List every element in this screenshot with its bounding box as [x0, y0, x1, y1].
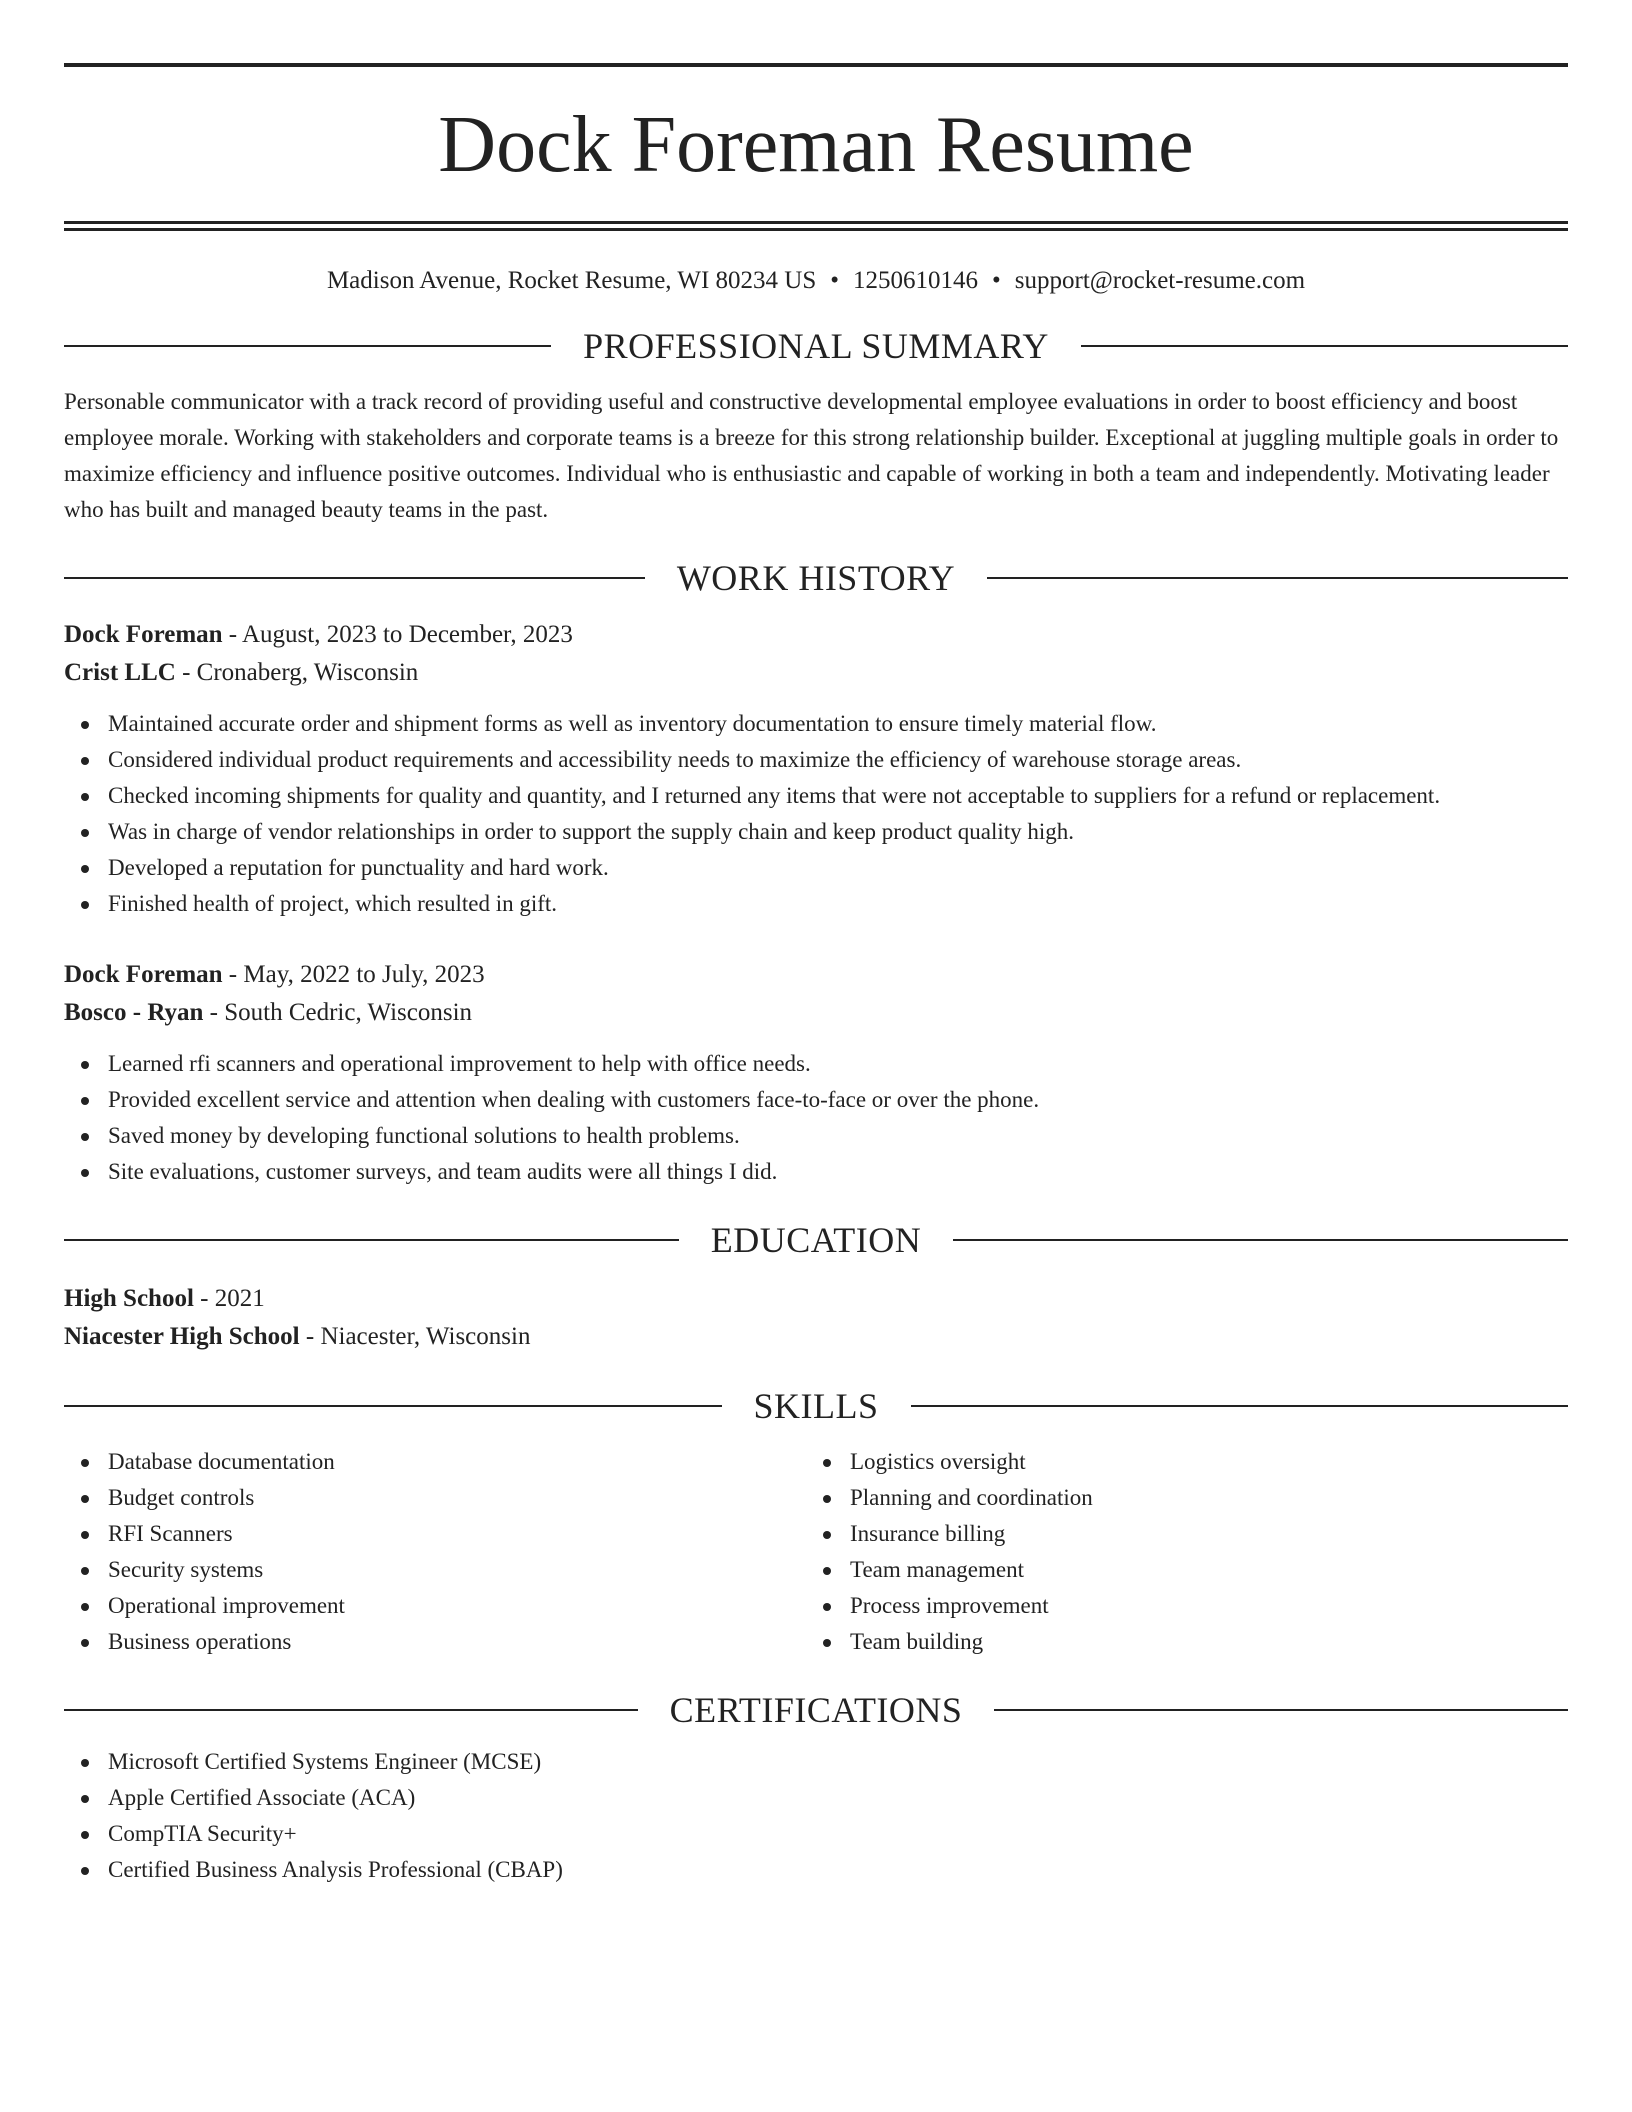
section-rule [987, 577, 1568, 579]
list-item: Developed a reputation for punctuality and hard work. [64, 850, 1568, 886]
list-item: Security systems [64, 1552, 806, 1588]
education-location: - Niacester, Wisconsin [299, 1323, 531, 1350]
section-title-work-history: WORK HISTORY [676, 558, 956, 598]
skills-list-right [806, 1444, 1548, 1660]
job-location: - Cronaberg, Wisconsin [175, 659, 419, 686]
section-header-summary [64, 326, 1568, 366]
section-rule [64, 1405, 722, 1407]
section-title-skills: SKILLS [753, 1386, 879, 1426]
contact-separator: • [830, 267, 839, 294]
list-item: Business operations [64, 1624, 806, 1660]
education-school: Niacester High School [64, 1323, 300, 1350]
contact-phone: 1250610146 [853, 267, 978, 294]
section-rule [953, 1239, 1568, 1241]
contact-address: Madison Avenue, Rocket Resume, WI 80234 US [326, 267, 817, 294]
list-item: Saved money by developing functional solutions to health problems. [64, 1118, 1568, 1154]
summary-text: Personable communicator with a track record of providing useful and constructive developmental employee evaluations in order to boost efficiency and boost employee morale. Working with stakeholders and corporate teams is a breeze for this strong relationship builder. Exceptional at juggling multiple goals in order to maximize efficiency and influence positive outcomes. Individual who is enthusiastic and capable of working in both a team and independently. Motivating leader who has built and managed beauty teams in the past. [64, 389, 1559, 522]
job-location: - South Cedric, Wisconsin [203, 999, 473, 1026]
list-item: Team building [806, 1624, 1548, 1660]
section-header-work-history [64, 558, 1568, 598]
job-title-line [64, 616, 1568, 654]
list-item: Finished health of project, which resulted in gift. [64, 886, 1568, 922]
list-item: Site evaluations, customer surveys, and team audits were all things I did. [64, 1154, 1568, 1190]
job-title: Dock Foreman [64, 961, 223, 988]
list-item: Database documentation [64, 1444, 806, 1480]
education-degree-line [64, 1280, 1568, 1318]
education-year: - 2021 [193, 1285, 265, 1312]
section-rule [64, 577, 645, 579]
list-item: Certified Business Analysis Professional (CBAP) [64, 1852, 1568, 1888]
education-school-line [64, 1318, 1568, 1356]
list-item: Apple Certified Associate (ACA) [64, 1780, 1568, 1816]
section-header-certifications [64, 1690, 1568, 1730]
list-item: Microsoft Certified Systems Engineer (MCSE) [64, 1744, 1568, 1780]
list-item: Process improvement [806, 1588, 1548, 1624]
list-item: Learned rfi scanners and operational improvement to help with office needs. [64, 1046, 1568, 1082]
section-title-education: EDUCATION [710, 1220, 922, 1260]
job-company-line [64, 994, 1568, 1032]
job-dates: - May, 2022 to July, 2023 [222, 961, 485, 988]
job-bullets [64, 1046, 1568, 1190]
list-item: Logistics oversight [806, 1444, 1548, 1480]
job-entry-1 [64, 616, 1568, 922]
contact-separator: • [992, 267, 1001, 294]
section-header-skills [64, 1386, 1568, 1426]
job-dates: - August, 2023 to December, 2023 [222, 621, 573, 648]
list-item: Team management [806, 1552, 1548, 1588]
education-entry [64, 1280, 1568, 1356]
section-rule [64, 1239, 679, 1241]
section-title-certifications: CERTIFICATIONS [669, 1690, 963, 1730]
list-item: Checked incoming shipments for quality and quantity, and I returned any items that were not acceptable to suppliers for a refund or replacement. [64, 778, 1568, 814]
page-title: Dock Foreman Resume [438, 101, 1194, 189]
section-title-summary: PROFESSIONAL SUMMARY [583, 326, 1049, 366]
job-entry-2 [64, 956, 1568, 1190]
section-rule [1081, 345, 1568, 347]
job-bullets [64, 706, 1568, 922]
skills-grid [64, 1444, 1568, 1660]
job-title-line [64, 956, 1568, 994]
list-item: Considered individual product requirements and accessibility needs to maximize the efficiency of warehouse storage areas. [64, 742, 1568, 778]
list-item: Provided excellent service and attention when dealing with customers face-to-face or over the phone. [64, 1082, 1568, 1118]
section-header-education [64, 1220, 1568, 1260]
list-item: RFI Scanners [64, 1516, 806, 1552]
contact-line [64, 266, 1568, 296]
section-rule [911, 1405, 1569, 1407]
section-rule [994, 1709, 1568, 1711]
title-double-rule [64, 221, 1568, 231]
job-company: Crist LLC [64, 659, 176, 686]
certifications-list [64, 1744, 1568, 1888]
list-item: Maintained accurate order and shipment forms as well as inventory documentation to ensure timely material flow. [64, 706, 1568, 742]
list-item: Budget controls [64, 1480, 806, 1516]
list-item: Insurance billing [806, 1516, 1548, 1552]
job-company-line [64, 654, 1568, 692]
list-item: Operational improvement [64, 1588, 806, 1624]
contact-email: support@rocket-resume.com [1014, 267, 1306, 294]
education-degree: High School [64, 1285, 194, 1312]
list-item: Was in charge of vendor relationships in order to support the supply chain and keep product quality high. [64, 814, 1568, 850]
skills-list-left [64, 1444, 806, 1660]
list-item: CompTIA Security+ [64, 1816, 1568, 1852]
section-rule [64, 345, 551, 347]
section-rule [64, 1709, 638, 1711]
job-company: Bosco - Ryan [64, 999, 204, 1026]
job-title: Dock Foreman [64, 621, 223, 648]
list-item: Planning and coordination [806, 1480, 1548, 1516]
